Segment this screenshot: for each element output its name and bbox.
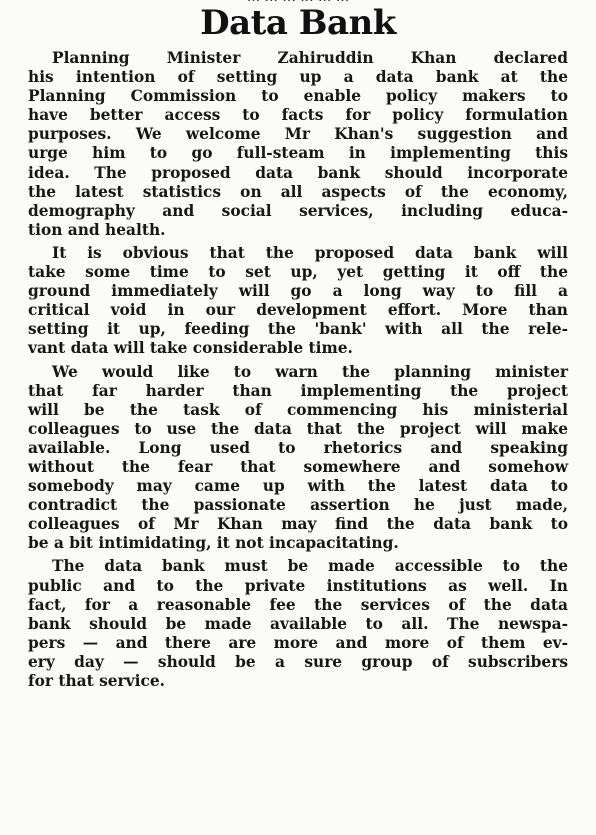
text-line: demography and social services, including educa- bbox=[28, 201, 568, 220]
text-line: colleagues of Mr Khan may find the data bank to bbox=[28, 515, 568, 534]
text-line: his intention of setting up a data bank at the bbox=[28, 68, 568, 87]
text-line: purposes. We welcome Mr Khan's suggestion and bbox=[28, 125, 568, 144]
text-line: be a bit intimidating, it not incapacitating. bbox=[28, 534, 399, 553]
text-line: take some time to set up, yet getting it off the bbox=[28, 263, 568, 282]
text-line: fact, for a reasonable fee the services of the data bbox=[28, 595, 568, 614]
text-line: that far harder than implementing the project bbox=[28, 381, 568, 400]
text-line: The data bank must be made accessible to the bbox=[52, 557, 568, 576]
text-line: colleagues to use the data that the project will make bbox=[28, 419, 568, 438]
paragraph-2 bbox=[28, 244, 568, 359]
text-line: will be the task of commencing his ministerial bbox=[28, 400, 568, 419]
text-line: have better access to facts for policy formulation bbox=[28, 106, 568, 125]
text-line: Planning Commission to enable policy makers to bbox=[28, 87, 568, 106]
text-line: It is obvious that the proposed data bank will bbox=[52, 243, 568, 262]
text-line: ery day — should be a sure group of subscribers bbox=[28, 652, 568, 671]
text-line: available. Long used to rhetorics and speaking bbox=[28, 438, 568, 457]
text-line: setting it up, feeding the 'bank' with all the rele- bbox=[28, 320, 568, 339]
paragraph-3 bbox=[28, 363, 568, 554]
paragraph-1 bbox=[28, 49, 568, 240]
text-line: Planning Minister Zahiruddin Khan declared bbox=[52, 49, 568, 67]
text-line: bank should be made available to all. The newspa- bbox=[28, 614, 568, 633]
text-line: urge him to go full-steam in implementing this bbox=[28, 144, 568, 163]
text-line: vant data will take considerable time. bbox=[28, 339, 353, 358]
editorial-headline: Data Bank bbox=[200, 3, 396, 43]
text-line: tion and health. bbox=[28, 220, 166, 239]
text-line: ground immediately will go a long way to fill a bbox=[28, 282, 568, 301]
text-line: contradict the passionate assertion he just made, bbox=[28, 496, 568, 515]
text-line: without the fear that somewhere and somehow bbox=[28, 457, 568, 476]
text-line: somebody may came up with the latest data to bbox=[28, 477, 568, 496]
text-line: idea. The proposed data bank should incorporate bbox=[28, 163, 568, 182]
paragraph-4 bbox=[28, 557, 568, 691]
text-line: for that service. bbox=[28, 672, 165, 690]
text-line: We would like to warn the planning minister bbox=[52, 362, 568, 381]
text-line: public and to the private institutions as well. In bbox=[28, 576, 568, 595]
text-line: pers — and there are more and more of them ev- bbox=[28, 633, 568, 652]
text-line: the latest statistics on all aspects of the economy, bbox=[28, 182, 568, 201]
editorial-body bbox=[28, 49, 568, 695]
text-line: critical void in our development effort. More than bbox=[28, 301, 568, 320]
